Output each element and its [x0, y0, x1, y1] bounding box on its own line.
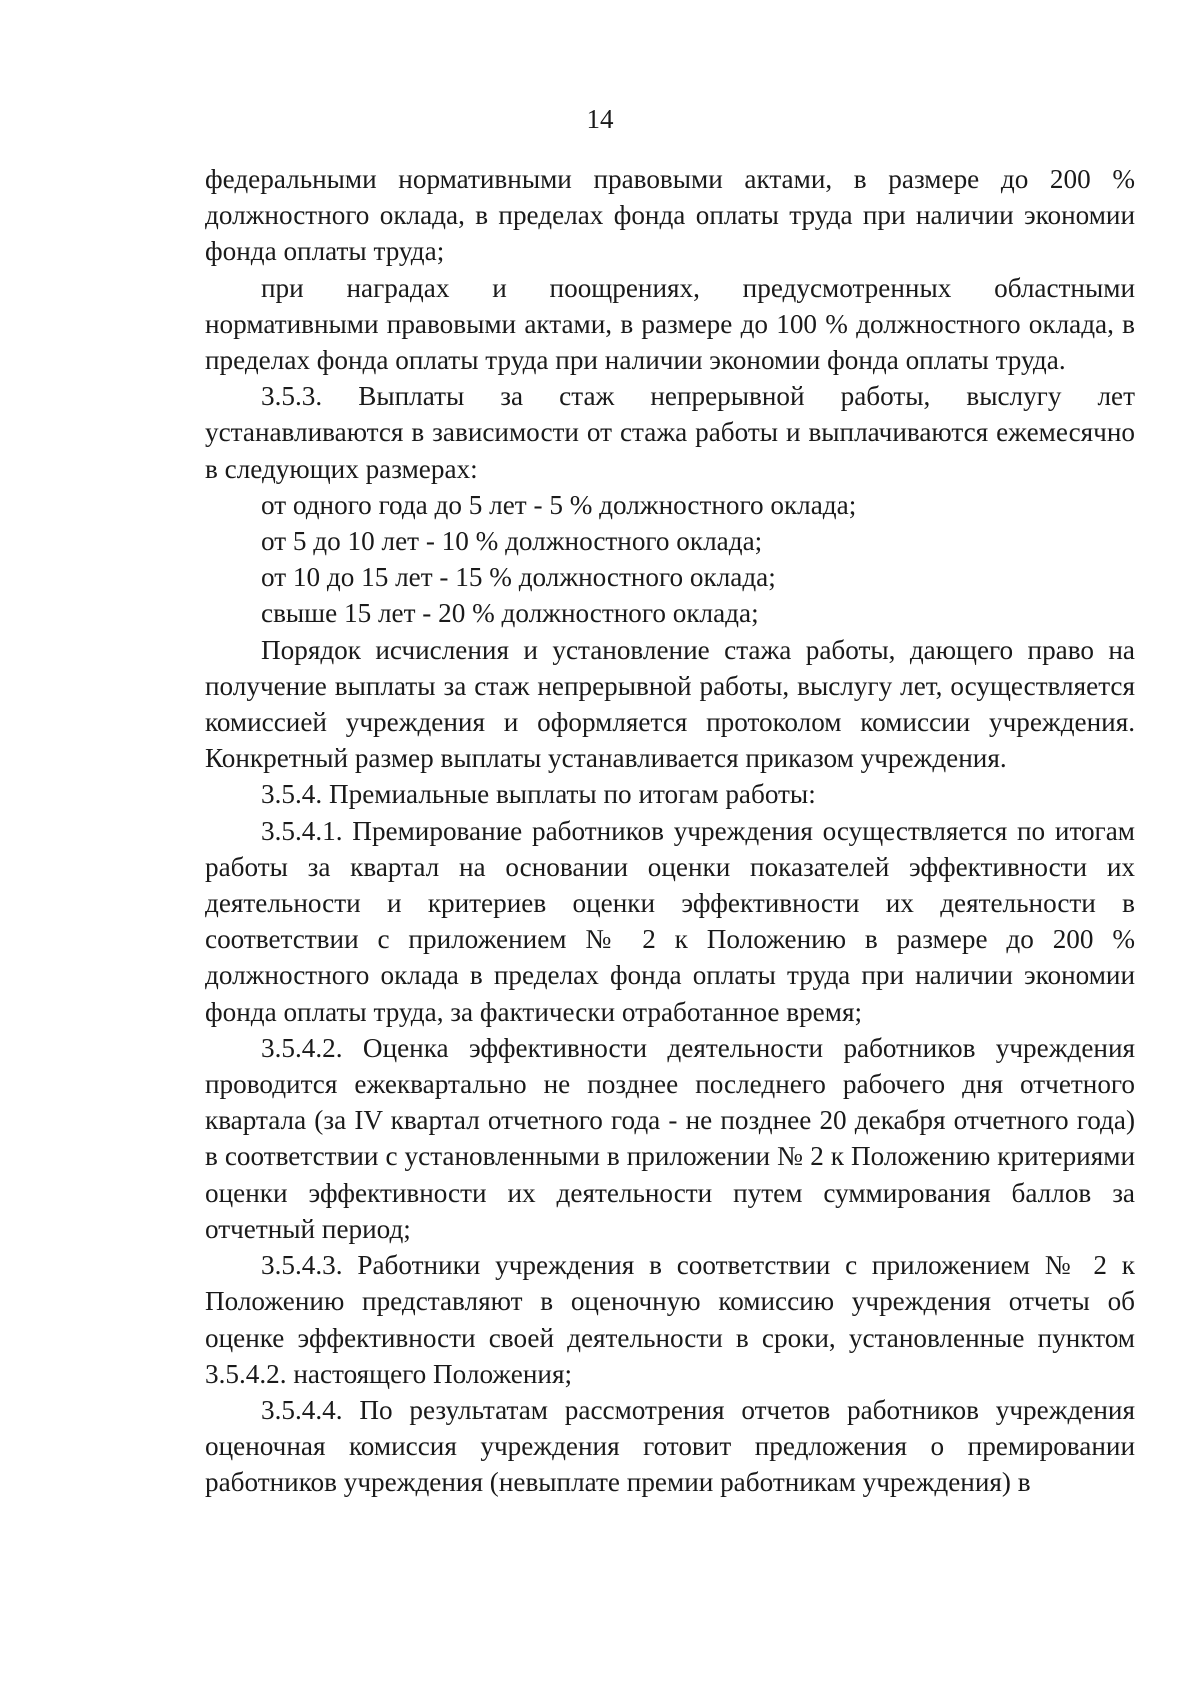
list-item-seniority-2: от 5 до 10 лет - 10 % должностного оклада;: [261, 526, 763, 557]
paragraph-3-5-4-1: 3.5.4.1. Премирование работников учреждения осуществляется по итогам работы за квартал на основании оценки показателей эффективности их деятельности и критериев оценки эффективности их деятельности в соответствии с приложением № 2 к Положению в размере до 200 % должностного оклада в пределах фонда оплаты труда при наличии экономии фонда оплаты труда, за фактически отработанное время;: [205, 815, 1135, 1027]
list-item-seniority-3: от 10 до 15 лет - 15 % должностного оклада;: [261, 562, 776, 593]
list-item-seniority-4: свыше 15 лет - 20 % должностного оклада;: [261, 598, 759, 629]
list-item-seniority-1: от одного года до 5 лет - 5 % должностного оклада;: [261, 489, 857, 520]
paragraph-seniority-procedure: Порядок исчисления и установление стажа работы, дающего право на получение выплаты за стаж непрерывной работы, выслугу лет, осуществляется комиссией учреждения и оформляется протоколом комиссии учреждения. Конкретный размер выплаты устанавливается приказом учреждения.: [205, 634, 1135, 774]
page-number: 14: [586, 104, 614, 134]
paragraph-3-5-4-2: 3.5.4.2. Оценка эффективности деятельности работников учреждения проводится ежеквартально не позднее последнего рабочего дня отчетного квартала (за IV квартал отчетного года - не позднее 20 декабря отчетного года) в соответствии с установленными в приложении № 2 к Положению критериями оценки эффективности их деятельности путем суммирования баллов за отчетный период;: [205, 1032, 1135, 1244]
paragraph-3-5-4-4: 3.5.4.4. По результатам рассмотрения отчетов работников учреждения оценочная комиссия учреждения готовит предложения о премировании работников учреждения (невыплате премии работникам учреждения) в: [205, 1394, 1135, 1498]
paragraph-awards: при наградах и поощрениях, предусмотренных областными нормативными правовыми актами, в размере до 100 % должностного оклада, в пределах фонда оплаты труда при наличии экономии фонда оплаты труда.: [205, 272, 1135, 376]
paragraph-3-5-4: 3.5.4. Премиальные выплаты по итогам работы:: [261, 779, 816, 810]
paragraph-3-5-3: 3.5.3. Выплаты за стаж непрерывной работы, выслугу лет устанавливаются в зависимости от стажа работы и выплачиваются ежемесячно в следующих размерах:: [205, 381, 1135, 484]
document-body: [205, 161, 1135, 1501]
paragraph-continuation: федеральными нормативными правовыми актами, в размере до 200 % должностного оклада, в пределах фонда оплаты труда при наличии экономии фонда оплаты труда;: [205, 164, 1135, 267]
paragraph-3-5-4-3: 3.5.4.3. Работники учреждения в соответствии с приложением № 2 к Положению представляют в оценочную комиссию учреждения отчеты об оценке эффективности своей деятельности в сроки, установленные пунктом 3.5.4.2. настоящего Положения;: [205, 1250, 1135, 1389]
